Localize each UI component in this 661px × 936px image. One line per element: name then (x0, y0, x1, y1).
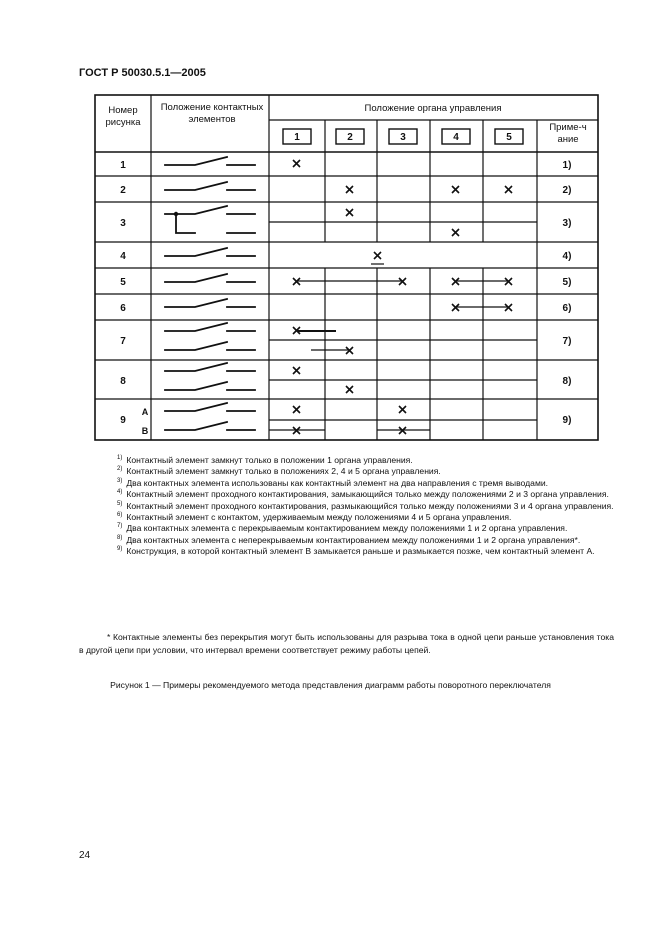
notes-list (79, 455, 614, 558)
row-note-4: 4) (562, 251, 572, 262)
x-marker (399, 406, 406, 413)
travel-lines (269, 264, 509, 430)
x-marker (505, 186, 512, 193)
row-note-5: 5) (562, 277, 572, 288)
switch-diagram-table (0, 0, 661, 450)
row-note-2: 2) (562, 185, 572, 196)
header-contact-position: Положение контактных элементов (160, 102, 264, 125)
contact-symbol (165, 248, 255, 256)
row-number-6: 6 (120, 303, 126, 314)
page-number: 24 (79, 850, 91, 861)
row-number-4: 4 (120, 251, 126, 262)
x-marker (346, 386, 353, 393)
contact-symbol (165, 382, 255, 390)
row-number-8: 8 (120, 376, 126, 387)
note-item: $^{4)}$ Контактный элемент проходного контактирования, замыкающийся только между положениями 2 и 3 органа управления. (117, 489, 609, 500)
row-9-sub-a: A (141, 407, 149, 417)
position-label-4: 4 (453, 132, 459, 143)
contact-junction-dot (174, 212, 178, 216)
position-label-5: 5 (506, 132, 512, 143)
contact-symbol (176, 214, 255, 233)
note-item: $^{2)}$ Контактный элемент замкнут только в положениях 2, 4 и 5 органа управления. (117, 466, 441, 477)
row-note-3: 3) (562, 218, 572, 229)
position-label-3: 3 (400, 132, 406, 143)
contact-symbol (165, 363, 255, 371)
closed-markers (293, 160, 512, 434)
position-label-1: 1 (294, 132, 300, 143)
note-item: $^{3)}$ Два контактных элемента использованы как контактный элемент на два направления с тремя выводами. (117, 477, 549, 488)
x-marker (374, 252, 381, 259)
header-figure-number: Номер рисунка (105, 105, 141, 128)
x-marker (346, 186, 353, 193)
contact-symbol (165, 299, 255, 307)
x-marker (452, 186, 459, 193)
note-item: $^{9)}$ Конструкция, в которой контактный элемент В замыкается раньше и размыкается позже, чем контактный элемент А. (117, 546, 595, 557)
contact-symbol (165, 206, 255, 214)
note-item: $^{8)}$ Два контактных элемента с неперекрываемым контактированием между положениями 1 и 2 органа управления*. (117, 534, 581, 545)
x-marker (293, 160, 300, 167)
contact-symbol (165, 157, 255, 165)
footnote: * Контактные элементы без перекрытия могут быть использованы для разрыва тока в одной цепи раньше установления тока в другой цепи при условии, что интервал времени соответствует режиму работы цепей. (79, 632, 614, 655)
contact-symbol (165, 274, 255, 282)
row-note-9: 9) (562, 415, 572, 426)
note-item: $^{6)}$ Контактный элемент с контактом, удерживаемым между положениями 4 и 5 органа управления. (117, 512, 512, 523)
position-label-2: 2 (347, 132, 353, 143)
contact-symbol (165, 422, 255, 430)
note-item: $^{7)}$ Два контактных элемента с перекрываемым контактированием между положениями 1 и 2 органа управления. (117, 523, 568, 534)
row-9-sub-b: B (141, 426, 149, 436)
note-item: $^{5)}$ Контактный элемент проходного контактирования, размыкающийся только между положениями 3 и 4 органа управления. (117, 500, 614, 511)
row-note-1: 1) (562, 160, 572, 171)
figure-caption: Рисунок 1 — Примеры рекомендуемого метода представления диаграмм работы поворотного переключателя (110, 680, 551, 690)
document-header: ГОСТ Р 50030.5.1—2005 (79, 67, 206, 79)
row-note-6: 6) (562, 303, 572, 314)
contact-symbol (165, 323, 255, 331)
x-marker (452, 229, 459, 236)
row-note-8: 8) (562, 376, 572, 387)
row-note-7: 7) (562, 336, 572, 347)
x-marker (346, 209, 353, 216)
header-control-position: Положение органа управления (364, 103, 502, 114)
row-number-7: 7 (120, 336, 126, 347)
contact-symbol (165, 403, 255, 411)
contact-symbol (165, 182, 255, 190)
contact-symbol (165, 342, 255, 350)
note-item: $^{1)}$ Контактный элемент замкнут только в положении 1 органа управления. (117, 455, 413, 465)
x-marker (293, 367, 300, 374)
row-number-5: 5 (120, 277, 126, 288)
row-number-1: 1 (120, 160, 126, 171)
row-number-3: 3 (120, 218, 126, 229)
header-notes: Приме-чание (549, 122, 587, 145)
x-marker (293, 406, 300, 413)
row-number-9: 9 (120, 415, 126, 426)
row-number-2: 2 (120, 185, 126, 196)
